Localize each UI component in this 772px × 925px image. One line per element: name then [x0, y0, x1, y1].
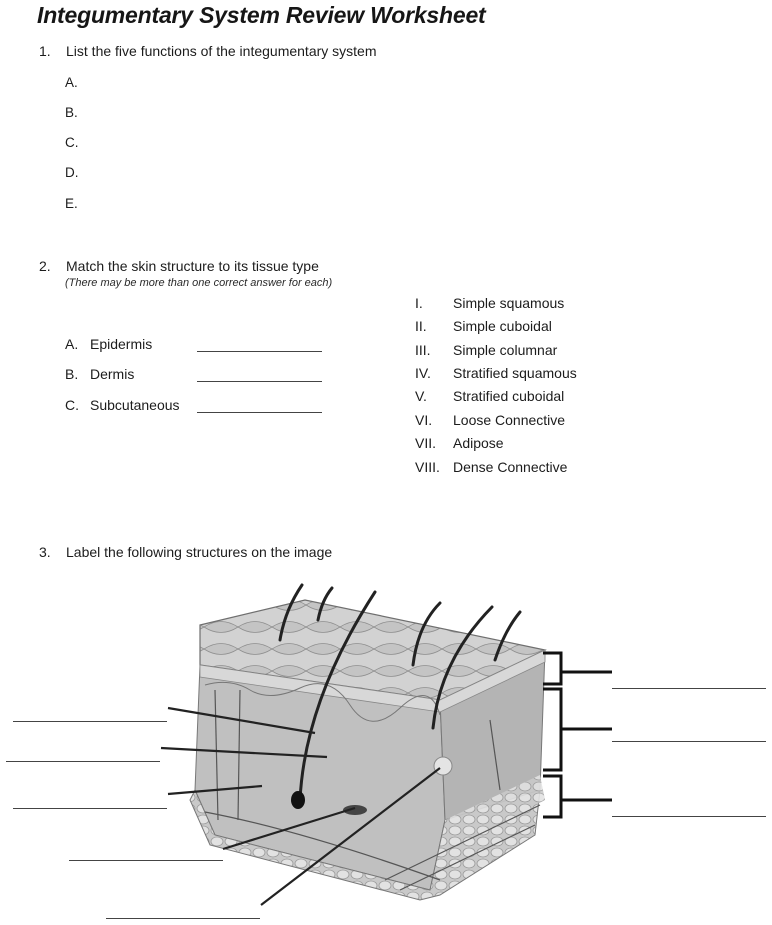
layer-blank-dermis[interactable] [612, 741, 766, 742]
question-2-number: 2. [39, 258, 51, 274]
question-2-note: (There may be more than one correct answer for each) [65, 277, 333, 289]
tissue-label: Stratified cuboidal [453, 388, 565, 404]
tissue-label: Simple squamous [453, 295, 565, 311]
function-item-d[interactable]: D. [65, 165, 79, 180]
tissue-numeral: V. [415, 388, 427, 404]
function-item-a[interactable]: A. [65, 75, 78, 90]
function-item-c[interactable]: C. [65, 135, 79, 150]
layer-blank-subcutaneous[interactable] [612, 816, 766, 817]
function-item-b[interactable]: B. [65, 105, 78, 120]
label-blank-2[interactable] [6, 761, 160, 762]
tissue-numeral: VIII. [415, 459, 440, 475]
structure-label: Dermis [90, 366, 135, 382]
layer-brackets [543, 653, 612, 817]
question-1-prompt: List the five functions of the integumentary system [66, 43, 377, 59]
structure-label: Epidermis [90, 336, 153, 352]
label-blank-1[interactable] [13, 721, 167, 722]
question-2-prompt: Match the skin structure to its tissue type [66, 258, 319, 274]
tissue-numeral: I. [415, 295, 423, 311]
layer-blank-epidermis[interactable] [612, 688, 766, 689]
tissue-numeral: IV. [415, 365, 431, 381]
structure-letter: A. [65, 336, 79, 352]
structure-letter: B. [65, 366, 79, 382]
structure-letter: C. [65, 397, 79, 413]
tissue-numeral: III. [415, 342, 431, 358]
tissue-numeral: II. [415, 318, 427, 334]
gland [434, 757, 452, 775]
question-1-number: 1. [39, 43, 51, 59]
worksheet-title: Integumentary System Review Worksheet [37, 2, 486, 28]
function-item-e[interactable]: E. [65, 196, 78, 211]
tissue-label: Adipose [453, 435, 504, 451]
tissue-label: Loose Connective [453, 412, 566, 428]
tissue-label: Stratified squamous [453, 365, 577, 381]
question-3-prompt: Label the following structures on the image [66, 544, 333, 560]
label-blank-5[interactable] [106, 918, 260, 919]
question-3-number: 3. [39, 544, 51, 560]
label-blank-3[interactable] [13, 808, 167, 809]
label-blank-4[interactable] [69, 860, 223, 861]
tissue-label: Dense Connective [453, 459, 568, 475]
structure-label: Subcutaneous [90, 397, 180, 413]
tissue-label: Simple cuboidal [453, 318, 552, 334]
tissue-label: Simple columnar [453, 342, 558, 358]
hair-bulb [291, 791, 305, 809]
tissue-numeral: VI. [415, 412, 433, 428]
tissue-numeral: VII. [415, 435, 437, 451]
